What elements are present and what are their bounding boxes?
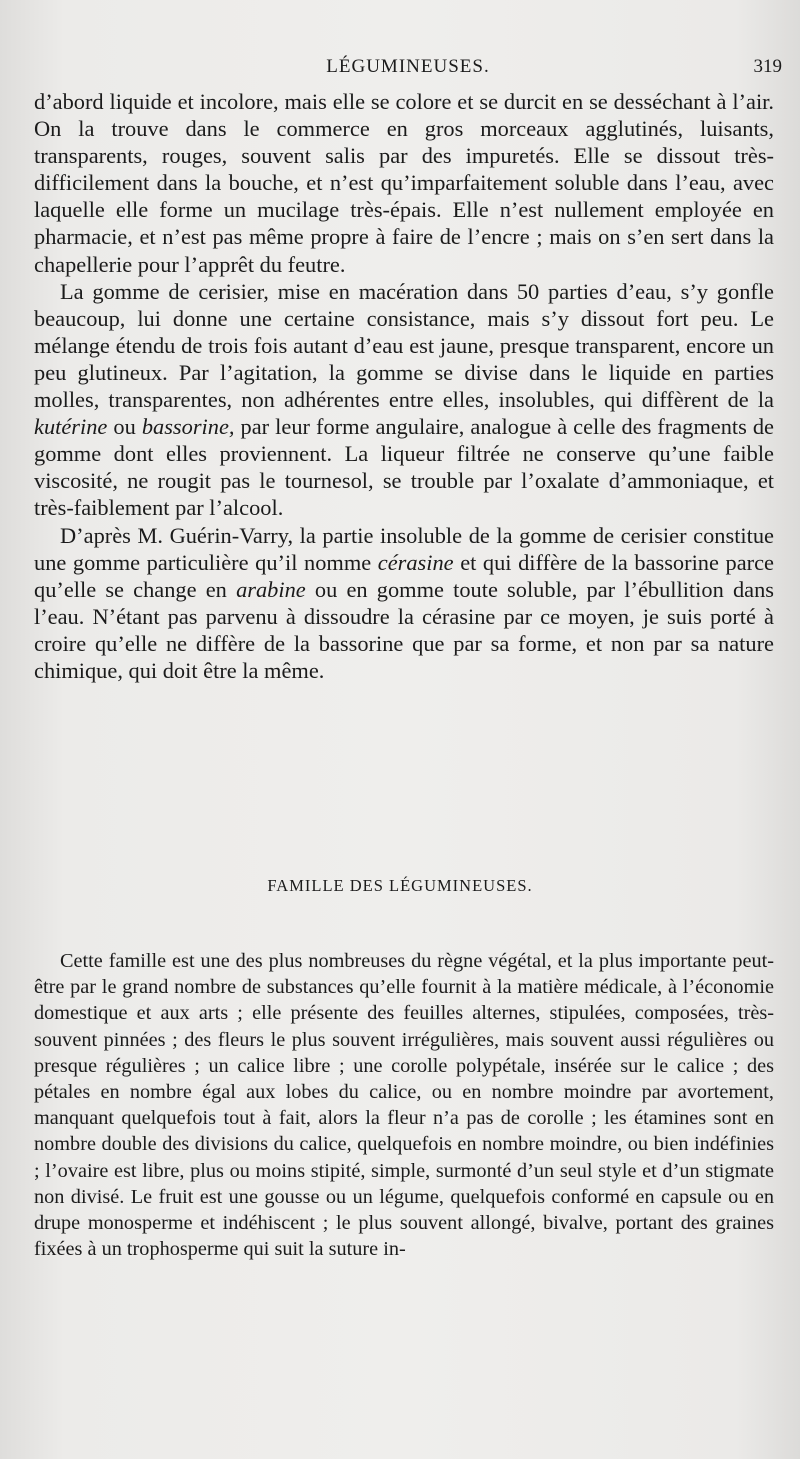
- paragraph: [34, 278, 774, 522]
- term-italic: arabine: [236, 576, 306, 602]
- section-text: [34, 948, 774, 1262]
- text-run: D’après M. Guérin-Varry, la partie insoluble de la gomme de cerisier constitue une gomme particulière qu’il nomme: [34, 522, 774, 575]
- text-run: La gomme de cerisier, mise en macération dans 50 parties d’eau, s’y gonfle beaucoup, lui donne une certaine consistance, mais s’y dissout fort peu. Le mélange étendu de trois fois autant d’eau est jaune, presque transparent, encore un peu glutineux. Par l’agitation, la gomme se divise dans le liquide en parties molles, transparentes, non adhérentes entre elles, insolubles, qui diffèrent de la: [34, 278, 774, 413]
- text-run: et qui diffère de la bassorine parce qu’elle se change en: [34, 549, 774, 602]
- paragraph: [34, 522, 774, 685]
- paragraph: Cette famille est une des plus nombreuses du règne végétal, et la plus importante peut-être par le grand nombre de substances qu’elle fournit à la matière médicale, à l’économie domestique et aux arts ; elle présente des feuilles alternes, stipulées, composées, très-souvent pinnées ; des fleurs le plus souvent irrégulières, mais souvent aussi régulières ou presque régulières ; un calice libre ; une corolle polypétale, insérée sur le calice ; des pétales en nombre égal aux lobes du calice, ou en nombre moindre par avortement, manquant quelquefois tout à fait, alors la fleur n’a pas de corolle ; les étamines sont en nombre double des divisions du calice, quelquefois en nombre moindre, ou bien indéfinies ; l’ovaire est libre, plus ou moins stipité, simple, surmonté d’un seul style et d’un stigmate non divisé. Le fruit est une gousse ou un légume, quelquefois conformé en capsule ou en drupe monosperme et indéhiscent ; le plus souvent allongé, bivalve, portant des graines fixées à un trophosperme qui suit la suture in-: [34, 950, 774, 1261]
- term-italic: cérasine: [377, 549, 454, 575]
- page-header: [34, 56, 782, 86]
- text-run: ou en gomme toute soluble, par l’ébullition dans l’eau. N’étant pas parvenu à dissoudre la cérasine par ce moyen, je suis porté à croire qu’elle ne diffère de la bassorine que par sa forme, et non par sa nature chimique, qui doit être la même.: [34, 576, 774, 683]
- term-italic: kutérine: [34, 414, 108, 440]
- section-heading: FAMILLE DES LÉGUMINEUSES.: [267, 876, 533, 895]
- term-italic: bassorine,: [141, 414, 235, 440]
- paragraph: d’abord liquide et incolore, mais elle se colore et se durcit en se desséchant à l’air. On la trouve dans le commerce en gros morceaux agglutinés, luisants, transparents, rouges, souvent salis par des impuretés. Elle se dissout très-difficilement dans la bouche, et n’est qu’imparfaitement soluble dans l’eau, avec laquelle elle forme un mucilage très-épais. Elle n’est nullement employée en pharmacie, et n’est pas même propre à faire de l’encre ; mais on s’en sert dans la chapellerie pour l’apprêt du feutre.: [34, 89, 774, 277]
- text-run: par leur forme angulaire, analogue à celle des fragments de gomme dont elles proviennent. La liqueur filtrée ne conserve qu’une faible viscosité, ne rougit pas le tournesol, se trouble par l’oxalate d’ammoniaque, et très-faiblement par l’alcool.: [34, 414, 774, 521]
- intro-text: [34, 88, 774, 684]
- running-title: LÉGUMINEUSES.: [326, 56, 490, 77]
- text-run: ou: [113, 414, 136, 440]
- page-number: 319: [753, 56, 782, 77]
